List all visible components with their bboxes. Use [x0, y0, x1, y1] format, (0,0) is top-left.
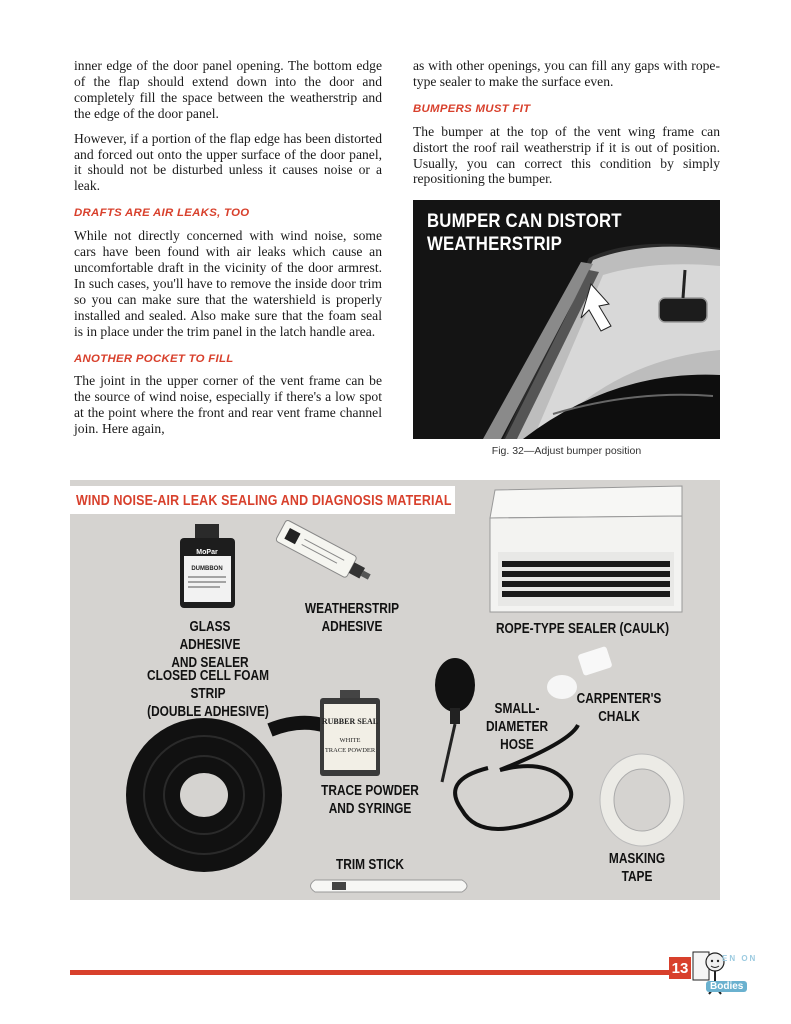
footer-rule [70, 970, 670, 975]
paragraph: However, if a portion of the flap edge has been distorted and forced out onto the upper surface of the door panel, it should not be disturbed unless it causes noise or a leak. [74, 130, 382, 194]
section-heading-bumpers: BUMPERS MUST FIT [413, 102, 531, 115]
label-foam-strip: CLOSED CELL FOAM STRIP (DOUBLE ADHESIVE) [146, 668, 269, 720]
masking-tape-roll [600, 754, 684, 846]
svg-text:RUBBER SEAL: RUBBER SEAL [321, 717, 379, 726]
materials-photo [70, 480, 720, 900]
label-carpenters-chalk: CARPENTER'S CHALK [576, 691, 662, 725]
watermark-text-bottom: Bodies [706, 981, 747, 992]
label-weatherstrip-adhesive: WEATHERSTRIP ADHESIVE [304, 601, 400, 635]
figure-title: BUMPER CAN DISTORT WEATHERSTRIP [427, 210, 622, 255]
trim-stick [311, 880, 468, 892]
paragraph: The joint in the upper corner of the vent frame can be the source of wind noise, especially if there's a low spot at the point where the front and rear vent frame channel join. Here again, [74, 373, 382, 437]
svg-text:MoPar: MoPar [196, 549, 218, 556]
left-column [74, 58, 382, 446]
glass-adhesive-can [180, 524, 235, 608]
svg-text:TRACE POWDER: TRACE POWDER [324, 747, 376, 754]
syringe [435, 658, 475, 782]
trace-powder-tin [320, 690, 380, 776]
label-trim-stick: TRIM STICK [335, 857, 405, 873]
section-heading-pocket: ANOTHER POCKET TO FILL [74, 352, 234, 365]
materials-banner-text: WIND NOISE-AIR LEAK SEALING AND DIAGNOSIS MATERIAL [76, 491, 452, 509]
weatherstrip-adhesive-tube [275, 519, 375, 587]
right-column [413, 58, 720, 196]
foam-strip-roll [126, 718, 326, 872]
section-heading-drafts: DRAFTS ARE AIR LEAKS, TOO [74, 207, 250, 220]
label-trace-powder: TRACE POWDER AND SYRINGE [321, 783, 419, 817]
label-glass-adhesive: GLASS ADHESIVE AND SEALER [171, 619, 249, 671]
figure-caption: Fig. 32—Adjust bumper position [491, 445, 642, 457]
paragraph: The bumper at the top of the vent wing frame can distort the roof rail weatherstrip if it is out of position. Usually, you can correct this condition by simply repositioning the bumper. [413, 123, 720, 187]
watermark-text-top: EN ON [722, 954, 758, 963]
label-rope-sealer: ROPE-TYPE SEALER (CAULK) [495, 621, 670, 637]
rope-sealer-box [490, 486, 682, 612]
paragraph: as with other openings, you can fill any gaps with rope-type sealer to make the surface even. [413, 58, 720, 89]
paragraph: While not directly concerned with wind noise, some cars have been found with air leaks which cause an uncomfortable draft in the vicinity of the door armrest. In such cases, you'll have to remove the inside door trim so you can make sure that the watershield is properly installed and sealed. Also make sure that the foam seal is in place under the trim panel in the latch handle area. [74, 228, 382, 339]
label-small-hose: SMALL- DIAMETER HOSE [485, 701, 549, 753]
materials-banner [70, 486, 455, 514]
paragraph: inner edge of the door panel opening. The bottom edge of the flap should extend down into the door and completely fill the space between the weatherstrip and the edge of the door panel. [74, 58, 382, 121]
page-number: 13 [669, 957, 691, 979]
label-masking-tape: MASKING TAPE [608, 851, 666, 885]
svg-text:WHITE: WHITE [339, 737, 361, 744]
figure-32-photo [413, 200, 720, 439]
svg-text:DUMBBON: DUMBBON [191, 566, 223, 572]
